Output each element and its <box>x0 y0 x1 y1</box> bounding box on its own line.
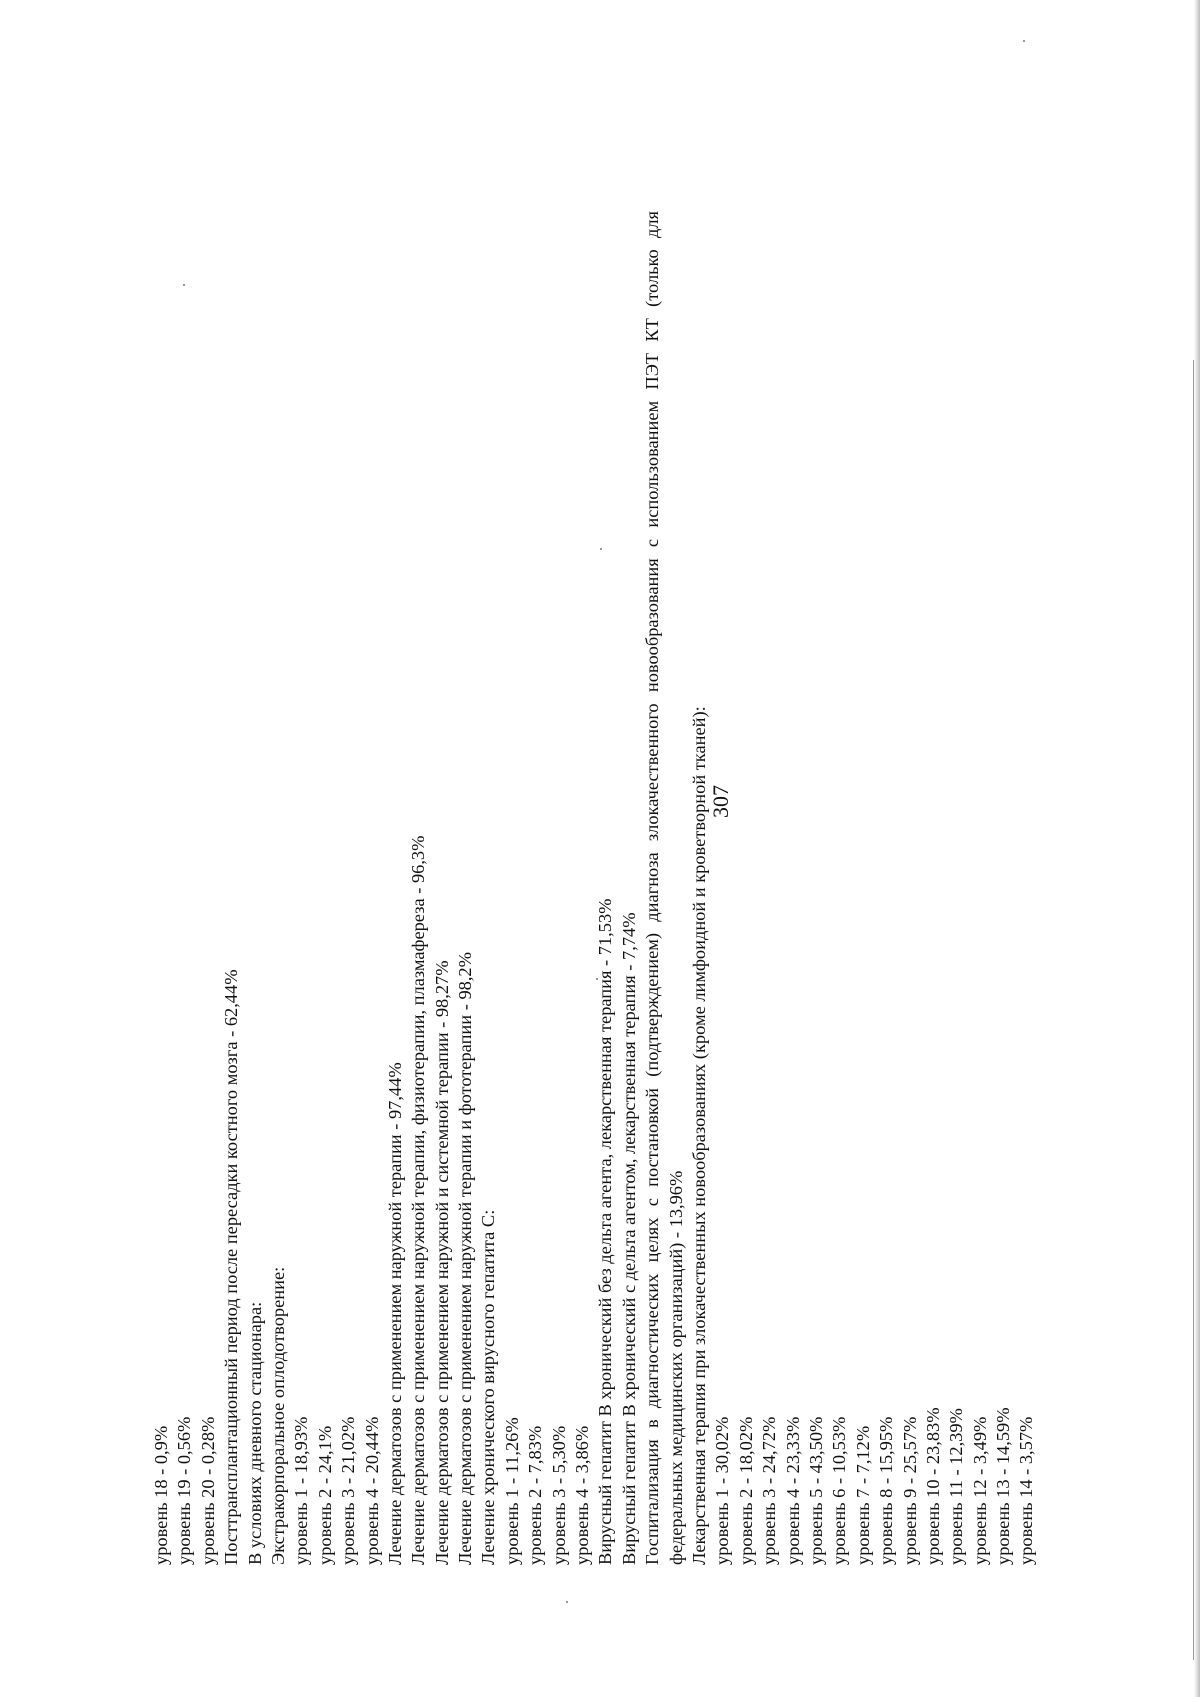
text-line: Лечение дерматозов с применением наружной терапии, физиотерапии, плазмафереза - 96,3% <box>408 835 429 1565</box>
text-line: уровень 6 - 10,53% <box>829 1416 850 1565</box>
document-body <box>150 165 1039 1565</box>
text-line: уровень 12 - 3,49% <box>969 1416 990 1565</box>
text-line: уровень 7 - 7,12% <box>852 1425 873 1565</box>
text-line: уровень 1 - 30,02% <box>712 1416 733 1565</box>
text-line: Лекарственная терапия при злокачественных новообразованиях (кроме лимфоидной и кроветворной тканей): <box>688 706 709 1565</box>
text-line: уровень 11 - 12,39% <box>946 1408 967 1565</box>
text-line: уровень 2 - 7,83% <box>525 1425 546 1565</box>
text-line: Лечение дерматозов с применением наружной терапии и фототерапии - 98,2% <box>455 952 476 1565</box>
text-line: уровень 5 - 43,50% <box>805 1416 826 1565</box>
text-line: Вирусный гепатит В хронический без дельта агента, лекарственная терапия - 71,53% <box>595 898 616 1565</box>
text-line: уровень 3 - 5,30% <box>548 1425 569 1565</box>
text-line: уровень 13 - 14,59% <box>993 1407 1014 1565</box>
text-line: Госпитализация в диагностических целях с постановкой (подтверждением) диагноза злокачественного новообразования с использованием ПЭТ КТ (только для <box>642 211 663 1565</box>
text-line: федеральных медицинских организаций) - 13,96% <box>665 1170 686 1565</box>
text-line: уровень 10 - 23,83% <box>922 1407 943 1565</box>
text-line: уровень 8 - 15,95% <box>876 1416 897 1565</box>
text-line: уровень 9 - 25,57% <box>899 1416 920 1565</box>
text-line: Экстракорпоральное оплодотворение: <box>267 1266 288 1565</box>
text-line: Вирусный гепатит В хронический с дельта агентом, лекарственная терапия - 7,74% <box>618 912 639 1565</box>
text-line: Лечение хронического вирусного гепатита С: <box>478 1209 499 1565</box>
text-line: уровень 4 - 23,33% <box>782 1416 803 1565</box>
text-line: уровень 2 - 18,02% <box>735 1416 756 1565</box>
text-line: уровень 2 - 24,1% <box>314 1425 335 1565</box>
page-number: 307 <box>708 785 733 818</box>
text-line: уровень 19 - 0,56% <box>174 1416 195 1565</box>
text-line: уровень 4 - 3,86% <box>572 1425 593 1565</box>
text-line: уровень 1 - 18,93% <box>291 1416 312 1565</box>
text-line: Посттрансплантационный период после пересадки костного мозга - 62,44% <box>221 969 242 1565</box>
text-line: уровень 1 - 11,26% <box>501 1417 522 1565</box>
text-line: уровень 20 - 0,28% <box>197 1416 218 1565</box>
text-line: Лечение дерматозов с применением наружной терапии - 97,44% <box>384 1062 405 1565</box>
text-line: уровень 18 - 0,9% <box>151 1425 171 1565</box>
text-line: уровень 3 - 24,72% <box>759 1416 780 1565</box>
text-line: уровень 14 - 3,57% <box>1016 1416 1037 1565</box>
text-line: В условиях дневного стационара: <box>244 1301 265 1565</box>
text-line: Лечение дерматозов с применением наружной и системной терапии - 98,27% <box>431 960 452 1565</box>
text-line: уровень 3 - 21,02% <box>338 1416 359 1565</box>
text-line: уровень 4 - 20,44% <box>361 1416 382 1565</box>
